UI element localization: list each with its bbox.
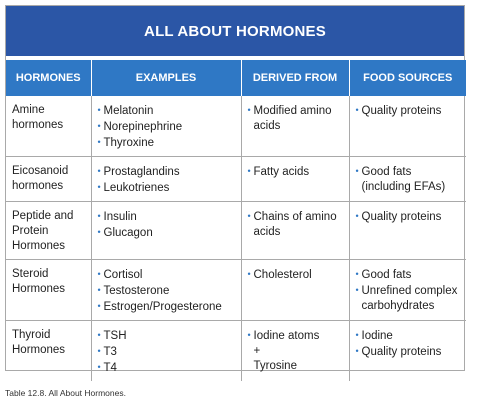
hormones-table (6, 60, 466, 381)
example-text: Norepinephrine (103, 121, 183, 133)
bullet-icon: • (97, 227, 101, 237)
cell-food-sources (349, 157, 466, 202)
derived-text: Cholesterol (253, 269, 312, 281)
example-item (98, 283, 237, 299)
food-text: carbohydrates (361, 300, 435, 312)
cell-derived-from (241, 96, 349, 157)
derived-text: Fatty acids (253, 166, 310, 178)
hormone-text: Amine (12, 104, 45, 116)
food-text: Good fats (361, 166, 412, 178)
example-item (98, 103, 237, 119)
bullet-icon: • (97, 330, 101, 340)
bullet-icon: • (247, 105, 251, 115)
hormone-text: Steroid (12, 268, 49, 280)
bullet-icon: • (355, 105, 359, 115)
table-row (6, 260, 466, 321)
example-item (98, 267, 237, 283)
table-row (6, 321, 466, 382)
cell-food-sources (349, 96, 466, 157)
derived-text: Chains of amino (253, 211, 337, 223)
food-line (356, 209, 463, 225)
hormone-text: Thyroid (12, 329, 51, 341)
derived-text: Tyrosine (253, 360, 297, 372)
example-text: Testosterone (103, 285, 170, 297)
table-title: ALL ABOUT HORMONES (144, 22, 326, 40)
bullet-icon: • (355, 330, 359, 340)
food-text: Quality proteins (361, 211, 442, 223)
food-line (356, 180, 463, 195)
hormone-text: Hormones (12, 344, 66, 356)
example-text: Leukotrienes (103, 182, 170, 194)
bullet-icon: • (355, 269, 359, 279)
bullet-icon: • (97, 182, 101, 192)
bullet-icon: • (97, 346, 101, 356)
header-food-sources: FOOD SOURCES (349, 60, 466, 96)
header-derived-from: DERIVED FROM (241, 60, 349, 96)
hormones-table-frame (5, 5, 465, 374)
derived-line (248, 225, 345, 240)
hormone-text: Eicosanoid (12, 165, 69, 177)
bullet-icon: • (97, 166, 101, 176)
example-text: Estrogen/Progesterone (103, 301, 222, 313)
bullet-icon: • (97, 301, 101, 311)
cell-derived-from (241, 321, 349, 382)
example-text: Cortisol (103, 269, 143, 281)
bullet-icon: • (247, 330, 251, 340)
cell-derived-from (241, 157, 349, 202)
table-row (6, 96, 466, 157)
cell-examples (91, 202, 241, 260)
derived-line (248, 344, 345, 359)
example-text: Prostaglandins (103, 166, 180, 178)
derived-line (248, 328, 345, 344)
cell-examples (91, 321, 241, 382)
hormone-text: Protein (12, 225, 49, 237)
bullet-icon: • (355, 211, 359, 221)
example-item (98, 135, 237, 151)
example-item (98, 180, 237, 196)
example-item (98, 299, 237, 315)
example-item (98, 164, 237, 180)
example-text: T3 (103, 346, 117, 358)
cell-food-sources (349, 202, 466, 260)
hormone-text: Peptide and (12, 210, 74, 222)
example-text: Insulin (103, 211, 137, 223)
food-line (356, 328, 463, 344)
food-text: Quality proteins (361, 105, 442, 117)
derived-line (248, 164, 345, 180)
food-line (356, 103, 463, 119)
example-item (98, 225, 237, 241)
bullet-icon: • (97, 105, 101, 115)
food-line (356, 344, 463, 360)
example-text: T4 (103, 362, 117, 374)
bullet-icon: • (97, 269, 101, 279)
cell-hormone (6, 96, 91, 157)
food-text: Good fats (361, 269, 412, 281)
bullet-icon: • (97, 121, 101, 131)
derived-text: acids (253, 120, 281, 132)
hormone-text: hormones (12, 119, 64, 131)
example-text: Melatonin (103, 105, 154, 117)
bullet-icon: • (97, 285, 101, 295)
bullet-icon: • (355, 166, 359, 176)
food-text: Quality proteins (361, 346, 442, 358)
food-line (356, 267, 463, 283)
derived-line (248, 359, 345, 374)
derived-line (248, 119, 345, 134)
food-line (356, 283, 463, 299)
hormone-text: hormones (12, 180, 64, 192)
bullet-icon: • (355, 285, 359, 295)
example-item (98, 119, 237, 135)
bullet-icon: • (247, 166, 251, 176)
example-item (98, 344, 237, 360)
table-row (6, 202, 466, 260)
header-row (6, 60, 466, 96)
cell-hormone (6, 321, 91, 382)
derived-text: Iodine atoms (253, 330, 320, 342)
food-line (356, 164, 463, 180)
bullet-icon: • (97, 362, 101, 372)
derived-line (248, 209, 345, 225)
example-text: Thyroxine (103, 137, 154, 149)
example-text: Glucagon (103, 227, 153, 239)
cell-examples (91, 96, 241, 157)
derived-text: + (253, 345, 261, 357)
cell-derived-from (241, 202, 349, 260)
header-hormones: HORMONES (6, 60, 91, 96)
cell-examples (91, 157, 241, 202)
table-title-bar (6, 6, 464, 60)
cell-hormone (6, 202, 91, 260)
derived-line (248, 103, 345, 119)
bullet-icon: • (355, 346, 359, 356)
cell-derived-from (241, 260, 349, 321)
table-row (6, 157, 466, 202)
derived-text: acids (253, 226, 281, 238)
cell-hormone (6, 157, 91, 202)
food-text: Unrefined complex (361, 285, 458, 297)
example-item (98, 360, 237, 376)
bullet-icon: • (97, 211, 101, 221)
food-line (356, 299, 463, 314)
cell-food-sources (349, 260, 466, 321)
hormone-text: Hormones (12, 240, 66, 252)
example-item (98, 209, 237, 225)
bullet-icon: • (247, 269, 251, 279)
table-body (6, 96, 466, 381)
derived-text: Modified amino (253, 105, 332, 117)
cell-hormone (6, 260, 91, 321)
bullet-icon: • (97, 137, 101, 147)
cell-food-sources (349, 321, 466, 382)
derived-line (248, 267, 345, 283)
hormone-text: Hormones (12, 283, 66, 295)
food-text: (including EFAs) (361, 181, 446, 193)
table-caption: Table 12.8. All About Hormones. (5, 388, 126, 398)
bullet-icon: • (247, 211, 251, 221)
header-examples: EXAMPLES (91, 60, 241, 96)
example-item (98, 328, 237, 344)
food-text: Iodine (361, 330, 393, 342)
cell-examples (91, 260, 241, 321)
example-text: TSH (103, 330, 127, 342)
